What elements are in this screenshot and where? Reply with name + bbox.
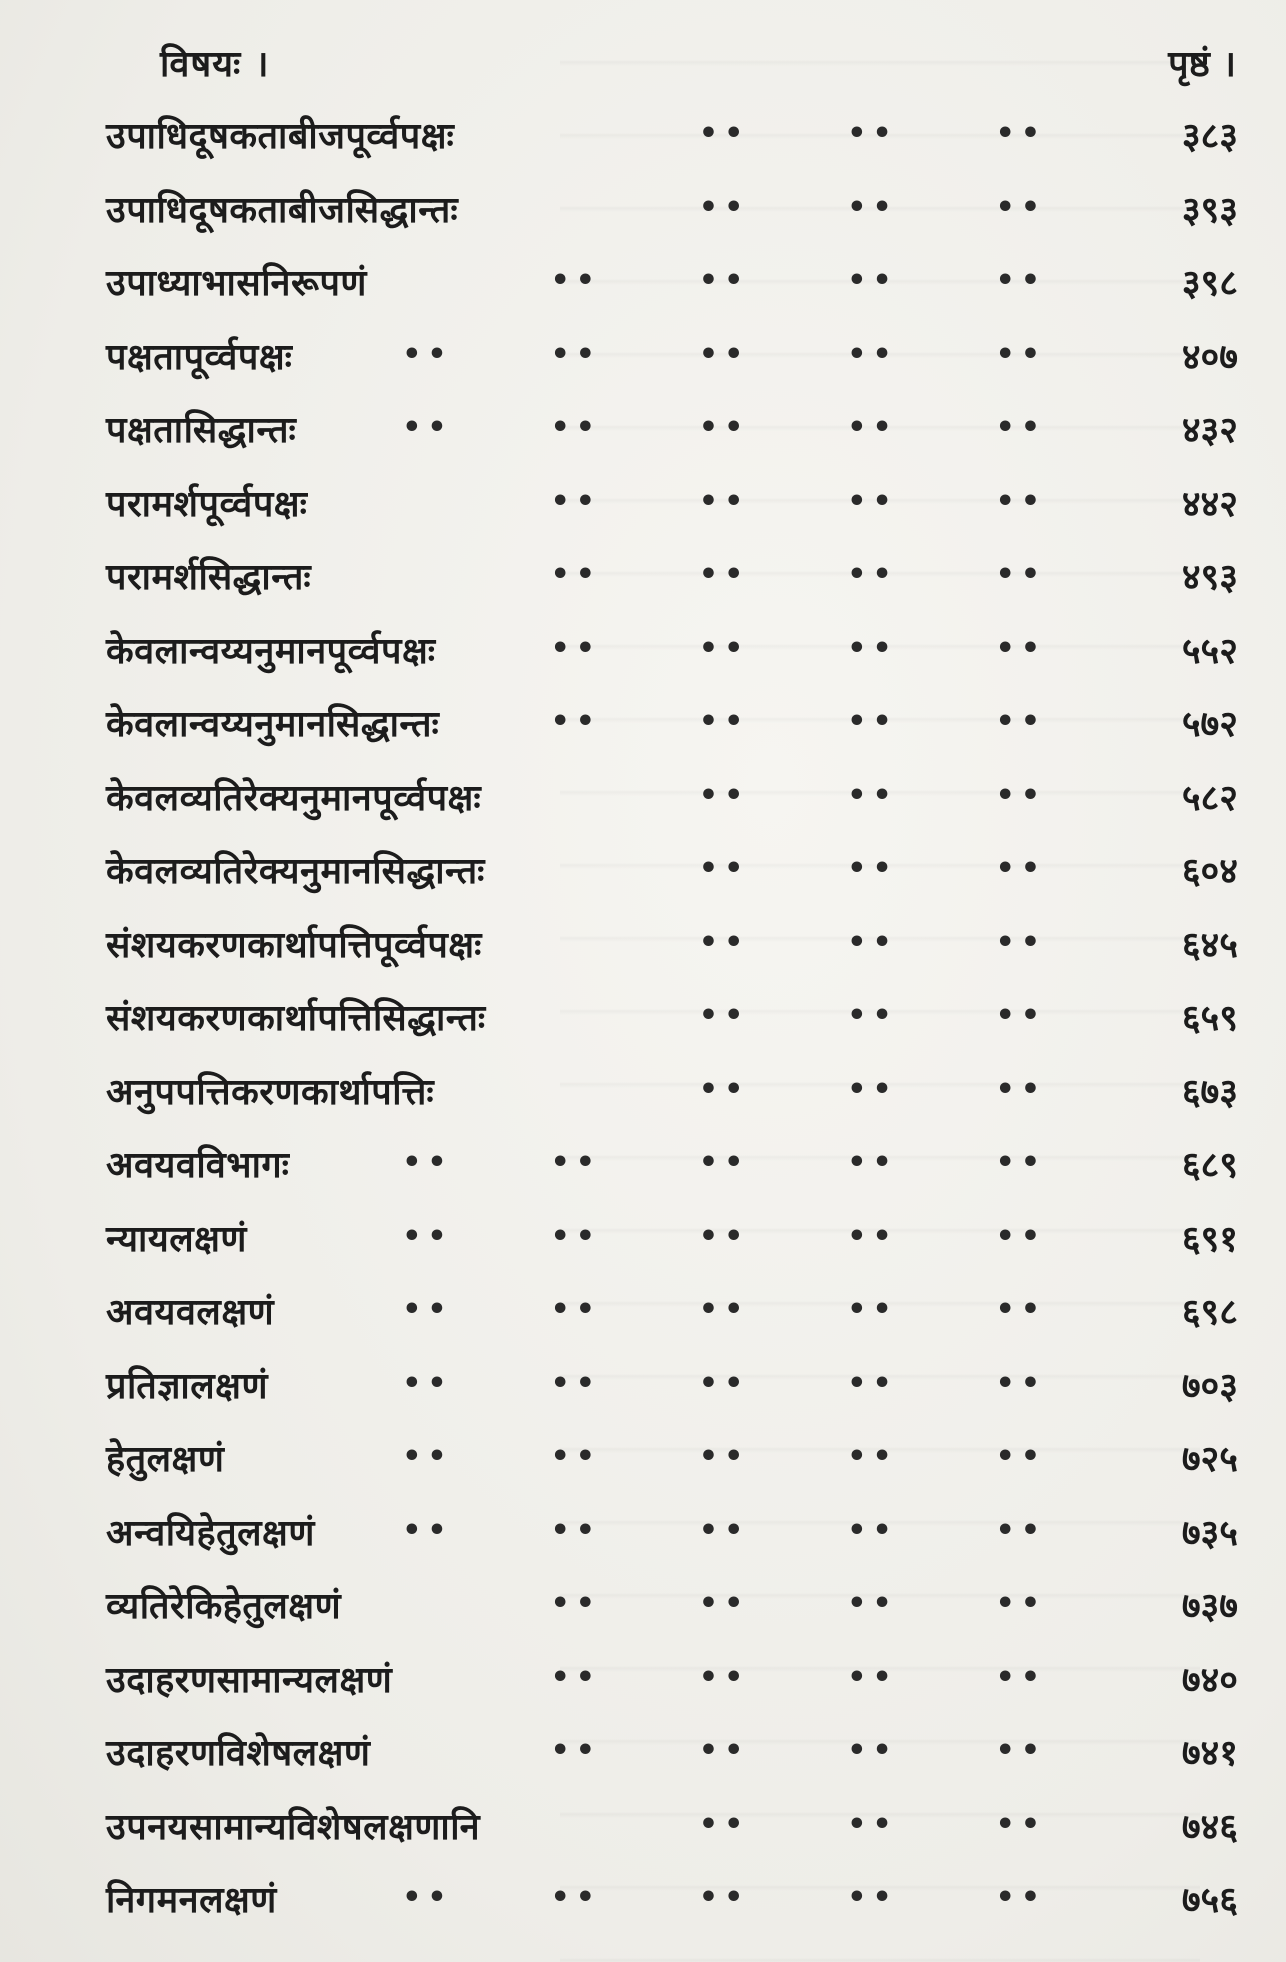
leader-dots: •• xyxy=(550,1659,601,1695)
toc-entry xyxy=(0,1644,1286,1718)
toc-entry-title: व्यतिरेकिहेतुलक्षणं xyxy=(106,1585,342,1627)
leader-dots: •• xyxy=(402,1218,453,1254)
leader-dots: •• xyxy=(402,336,453,372)
toc-entry xyxy=(0,247,1286,321)
toc-entry-title: केवलान्वय्यनुमानपूर्व्वपक्षः xyxy=(106,629,436,672)
toc-entry xyxy=(0,1717,1286,1791)
toc-entry-title: अनुपपत्तिकरणकार्थापत्तिः xyxy=(106,1070,435,1113)
leader-dots: •• xyxy=(995,630,1046,666)
leader-dots: •• xyxy=(847,851,898,886)
leader-dots: •• xyxy=(995,189,1046,225)
toc-entry-title: अवयवविभागः xyxy=(106,1144,290,1186)
leader-dots: •• xyxy=(995,1218,1046,1254)
leader-dots: •• xyxy=(698,557,750,592)
leader-dots: •• xyxy=(550,1365,601,1401)
leader-dots: •• xyxy=(698,189,750,225)
toc-entry-page-number: ७०३ xyxy=(1181,1364,1238,1407)
leader-dots: •• xyxy=(847,924,898,960)
leader-dots: •• xyxy=(995,1071,1046,1107)
leader-dots: •• xyxy=(550,1512,601,1548)
dot-leader xyxy=(390,704,1046,739)
toc-entry-page-number: ७५६ xyxy=(1181,1879,1238,1921)
leader-dots: •• xyxy=(550,1145,601,1180)
toc-entry-page-number: ४४२ xyxy=(1181,482,1238,525)
toc-entry xyxy=(0,1497,1286,1571)
toc-entry xyxy=(0,1056,1286,1130)
leader-dots: •• xyxy=(698,1659,750,1695)
leader-dots: •• xyxy=(995,483,1046,519)
toc-entry-page-number: ६७३ xyxy=(1181,1070,1238,1113)
leader-dots: •• xyxy=(995,557,1046,592)
toc-entry-page-number: ५५२ xyxy=(1181,629,1238,672)
leader-dots: •• xyxy=(698,1365,750,1401)
toc-entry xyxy=(0,1129,1286,1203)
toc-entry-page-number: ७३५ xyxy=(1181,1511,1238,1554)
dot-leader xyxy=(390,1071,1046,1107)
dot-leader xyxy=(390,557,1046,592)
leader-dots: •• xyxy=(995,924,1046,960)
leader-dots: •• xyxy=(550,1218,601,1254)
leader-dots: •• xyxy=(550,704,601,739)
leader-dots: •• xyxy=(995,1292,1046,1327)
leader-dots: •• xyxy=(550,1880,601,1915)
leader-dots: •• xyxy=(698,1292,750,1327)
toc-entry-page-number: ४९३ xyxy=(1181,556,1238,598)
leader-dots: •• xyxy=(550,1586,601,1621)
leader-dots: •• xyxy=(995,704,1046,739)
toc-entry xyxy=(0,100,1286,174)
toc-entry xyxy=(0,1791,1286,1865)
leader-dots: •• xyxy=(995,1439,1046,1474)
leader-dots: •• xyxy=(847,1292,898,1327)
dot-leader xyxy=(390,1880,1046,1915)
toc-entry-page-number: ७४१ xyxy=(1181,1732,1238,1774)
leader-dots: •• xyxy=(550,263,601,298)
toc-entry xyxy=(0,1350,1286,1424)
leader-dots: •• xyxy=(698,704,750,739)
toc-entry-title: संशयकरणकार्थापत्तिसिद्धान्तः xyxy=(106,997,486,1039)
toc-entry-title: उपाध्याभासनिरूपणं xyxy=(106,262,367,304)
leader-dots: •• xyxy=(402,1512,453,1548)
leader-dots: •• xyxy=(995,1806,1046,1842)
toc-entry-page-number: ७४० xyxy=(1181,1658,1238,1701)
toc-entry xyxy=(0,909,1286,983)
table-of-contents xyxy=(0,100,1286,1938)
dot-leader xyxy=(390,630,1046,666)
leader-dots: •• xyxy=(847,1071,898,1107)
leader-dots: •• xyxy=(995,777,1046,813)
dot-leader xyxy=(390,1512,1046,1548)
leader-dots: •• xyxy=(698,263,750,298)
toc-entry-title: हेतुलक्षणं xyxy=(106,1438,225,1480)
leader-dots: •• xyxy=(995,1733,1046,1768)
leader-dots: •• xyxy=(698,924,750,960)
leader-dots: •• xyxy=(698,410,750,445)
dot-leader xyxy=(390,777,1046,813)
dot-leader xyxy=(390,483,1046,519)
leader-dots: •• xyxy=(698,1806,750,1842)
leader-dots: •• xyxy=(995,116,1046,151)
leader-dots: •• xyxy=(698,851,750,886)
leader-dots: •• xyxy=(698,1512,750,1548)
toc-entry-page-number: ६०४ xyxy=(1181,850,1238,892)
leader-dots: •• xyxy=(995,1365,1046,1401)
toc-entry-page-number: ३९३ xyxy=(1181,188,1238,231)
leader-dots: •• xyxy=(995,1512,1046,1548)
toc-entry xyxy=(0,1423,1286,1497)
dot-leader xyxy=(390,189,1046,225)
toc-entry-page-number: ६४५ xyxy=(1181,923,1238,966)
leader-dots: •• xyxy=(847,557,898,592)
leader-dots: •• xyxy=(995,410,1046,445)
toc-header xyxy=(0,30,1286,90)
leader-dots: •• xyxy=(550,1292,601,1327)
leader-dots: •• xyxy=(847,1145,898,1180)
leader-dots: •• xyxy=(847,1218,898,1254)
leader-dots: •• xyxy=(847,1733,898,1768)
leader-dots: •• xyxy=(847,630,898,666)
leader-dots: •• xyxy=(402,1880,453,1915)
toc-entry-title: पक्षतापूर्व्वपक्षः xyxy=(106,335,293,378)
dot-leader xyxy=(390,1145,1046,1180)
leader-dots: •• xyxy=(550,483,601,519)
toc-entry-page-number: ५८२ xyxy=(1181,776,1238,819)
leader-dots: •• xyxy=(995,1659,1046,1695)
leader-dots: •• xyxy=(402,1439,453,1474)
toc-entry-title: उपनयसामान्यविशेषलक्षणानि xyxy=(106,1805,481,1848)
leader-dots: •• xyxy=(550,336,601,372)
toc-entry-title: निगमनलक्षणं xyxy=(106,1879,277,1921)
page-column-heading: पृष्ठं । xyxy=(1168,43,1236,85)
leader-dots: •• xyxy=(698,1733,750,1768)
toc-entry xyxy=(0,541,1286,615)
toc-entry xyxy=(0,1276,1286,1350)
leader-dots: •• xyxy=(550,1733,601,1768)
toc-entry-page-number: ६८९ xyxy=(1181,1144,1238,1186)
leader-dots: •• xyxy=(698,1880,750,1915)
leader-dots: •• xyxy=(698,1586,750,1621)
leader-dots: •• xyxy=(698,483,750,519)
leader-dots: •• xyxy=(550,630,601,666)
leader-dots: •• xyxy=(698,1145,750,1180)
toc-entry-title: परामर्शपूर्व्वपक्षः xyxy=(106,482,308,525)
dot-leader xyxy=(390,1439,1046,1474)
leader-dots: •• xyxy=(698,998,750,1033)
leader-dots: •• xyxy=(847,1806,898,1842)
toc-entry xyxy=(0,762,1286,836)
toc-entry-title: केवलव्यतिरेक्यनुमानपूर्व्वपक्षः xyxy=(106,776,482,819)
toc-entry xyxy=(0,394,1286,468)
toc-entry-title: उपाधिदूषकताबीजपूर्व्वपक्षः xyxy=(106,115,455,157)
dot-leader xyxy=(390,1365,1046,1401)
toc-entry-page-number: ७४६ xyxy=(1181,1805,1238,1848)
dot-leader xyxy=(390,263,1046,298)
leader-dots: •• xyxy=(847,116,898,151)
toc-entry-title: केवलान्वय्यनुमानसिद्धान्तः xyxy=(106,703,440,745)
leader-dots: •• xyxy=(402,410,453,445)
toc-entry xyxy=(0,174,1286,248)
leader-dots: •• xyxy=(847,263,898,298)
dot-leader xyxy=(390,924,1046,960)
toc-entry xyxy=(0,1203,1286,1277)
dot-leader xyxy=(390,1733,1046,1768)
dot-leader xyxy=(390,851,1046,886)
leader-dots: •• xyxy=(847,1512,898,1548)
toc-entry-page-number: ४३२ xyxy=(1181,409,1238,451)
toc-entry-page-number: ३८३ xyxy=(1181,115,1238,157)
leader-dots: •• xyxy=(402,1145,453,1180)
dot-leader xyxy=(390,1586,1046,1621)
toc-entry-title: प्रतिज्ञालक्षणं xyxy=(106,1364,268,1407)
leader-dots: •• xyxy=(402,1292,453,1327)
dot-leader xyxy=(390,998,1046,1033)
toc-entry-title: उदाहरणविशेषलक्षणं xyxy=(106,1732,371,1774)
leader-dots: •• xyxy=(550,1439,601,1474)
toc-entry xyxy=(0,1864,1286,1938)
leader-dots: •• xyxy=(995,998,1046,1033)
toc-entry xyxy=(0,982,1286,1056)
toc-entry-title: अन्वयिहेतुलक्षणं xyxy=(106,1511,315,1554)
leader-dots: •• xyxy=(995,1880,1046,1915)
leader-dots: •• xyxy=(847,189,898,225)
toc-entry xyxy=(0,468,1286,542)
toc-entry-title: अवयवलक्षणं xyxy=(106,1291,275,1333)
leader-dots: •• xyxy=(995,851,1046,886)
leader-dots: •• xyxy=(847,410,898,445)
toc-entry-page-number: ६९८ xyxy=(1181,1291,1238,1333)
dot-leader xyxy=(390,1659,1046,1695)
toc-entry-page-number: ६५९ xyxy=(1181,997,1238,1039)
dot-leader xyxy=(390,336,1046,372)
dot-leader xyxy=(390,1806,1046,1842)
leader-dots: •• xyxy=(550,410,601,445)
toc-entry-title: परामर्शसिद्धान्तः xyxy=(106,556,312,598)
toc-entry-title: पक्षतासिद्धान्तः xyxy=(106,409,297,451)
leader-dots: •• xyxy=(698,777,750,813)
toc-entry-page-number: ४०७ xyxy=(1181,335,1238,378)
subject-column-heading: विषयः । xyxy=(160,43,270,85)
leader-dots: •• xyxy=(698,1439,750,1474)
leader-dots: •• xyxy=(847,1880,898,1915)
leader-dots: •• xyxy=(698,630,750,666)
leader-dots: •• xyxy=(847,1365,898,1401)
leader-dots: •• xyxy=(847,336,898,372)
toc-entry xyxy=(0,1570,1286,1644)
leader-dots: •• xyxy=(847,998,898,1033)
dot-leader xyxy=(390,1218,1046,1254)
dot-leader xyxy=(390,1292,1046,1327)
toc-entry-page-number: ७३७ xyxy=(1181,1585,1238,1627)
leader-dots: •• xyxy=(995,1145,1046,1180)
toc-entry xyxy=(0,688,1286,762)
toc-entry-page-number: ७२५ xyxy=(1181,1438,1238,1480)
toc-entry xyxy=(0,835,1286,909)
leader-dots: •• xyxy=(847,1586,898,1621)
toc-entry-page-number: ३९८ xyxy=(1181,262,1238,304)
toc-entry-title: उपाधिदूषकताबीजसिद्धान्तः xyxy=(106,188,459,231)
toc-entry xyxy=(0,615,1286,689)
leader-dots: •• xyxy=(698,1218,750,1254)
leader-dots: •• xyxy=(995,336,1046,372)
toc-entry-title: संशयकरणकार्थापत्तिपूर्व्वपक्षः xyxy=(106,923,482,966)
toc-entry-title: उदाहरणसामान्यलक्षणं xyxy=(106,1658,393,1701)
toc-entry xyxy=(0,321,1286,395)
leader-dots: •• xyxy=(698,116,750,151)
leader-dots: •• xyxy=(995,263,1046,298)
leader-dots: •• xyxy=(847,483,898,519)
leader-dots: •• xyxy=(847,1659,898,1695)
toc-entry-title: न्यायलक्षणं xyxy=(106,1217,247,1260)
dot-leader xyxy=(390,116,1046,151)
leader-dots: •• xyxy=(698,336,750,372)
leader-dots: •• xyxy=(995,1586,1046,1621)
leader-dots: •• xyxy=(550,557,601,592)
leader-dots: •• xyxy=(698,1071,750,1107)
leader-dots: •• xyxy=(402,1365,453,1401)
leader-dots: •• xyxy=(847,704,898,739)
leader-dots: •• xyxy=(847,777,898,813)
toc-entry-page-number: ५७२ xyxy=(1181,703,1238,745)
leader-dots: •• xyxy=(847,1439,898,1474)
toc-entry-page-number: ६९१ xyxy=(1181,1217,1238,1260)
dot-leader xyxy=(390,410,1046,445)
toc-entry-title: केवलव्यतिरेक्यनुमानसिद्धान्तः xyxy=(106,850,485,892)
